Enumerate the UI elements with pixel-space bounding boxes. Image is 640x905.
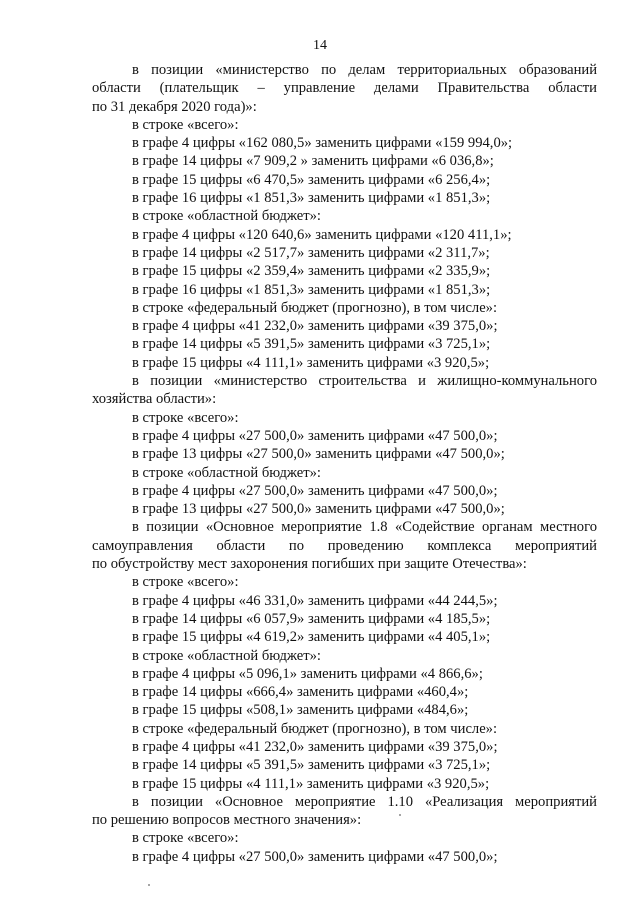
text-line: в строке «всего»:: [132, 409, 239, 426]
text-line: в графе 4 цифры «27 500,0» заменить цифрами «47 500,0»;: [132, 427, 498, 444]
text-line: в графе 16 цифры «1 851,3» заменить цифрами «1 851,3»;: [132, 281, 491, 298]
text-line: в графе 13 цифры «27 500,0» заменить цифрами «47 500,0»;: [132, 501, 505, 518]
text-line: в графе 15 цифры «4 619,2» заменить цифрами «4 405,1»;: [132, 629, 491, 646]
page-number: 14: [313, 38, 327, 53]
text-line: в графе 15 цифры «508,1» заменить цифрами «484,6»;: [132, 702, 469, 719]
text-line: в графе 4 цифры «46 331,0» заменить цифрами «44 244,5»;: [132, 592, 498, 609]
text-line: области (плательщик – управление делами Правительства области: [92, 80, 597, 97]
text-line: в графе 4 цифры «41 232,0» заменить цифрами «39 375,0»;: [132, 318, 498, 335]
text-line: в графе 4 цифры «27 500,0» заменить цифрами «47 500,0»;: [132, 482, 498, 499]
text-line: в строке «федеральный бюджет (прогнозно), в том числе»:: [132, 299, 498, 316]
text-line: в строке «всего»:: [132, 116, 239, 133]
text-line: в графе 14 цифры «5 391,5» заменить цифрами «3 725,1»;: [132, 757, 491, 774]
text-line: в строке «областной бюджет»:: [132, 208, 321, 225]
text-line: хозяйства области»:: [92, 391, 217, 408]
document-body: [92, 61, 597, 866]
text-line: в графе 4 цифры «41 232,0» заменить цифрами «39 375,0»;: [132, 738, 498, 755]
scan-speck: [148, 884, 150, 886]
text-line: в графе 14 цифры «6 057,9» заменить цифрами «4 185,5»;: [132, 610, 491, 627]
text-line: в строке «всего»:: [132, 574, 239, 591]
text-line: в строке «федеральный бюджет (прогнозно), в том числе»:: [132, 720, 498, 737]
text-line: в графе 4 цифры «162 080,5» заменить цифрами «159 994,0»;: [132, 135, 513, 152]
text-line: по 31 декабря 2020 года)»:: [92, 98, 257, 115]
text-line: в графе 14 цифры «5 391,5» заменить цифрами «3 725,1»;: [132, 336, 491, 353]
text-line: в графе 13 цифры «27 500,0» заменить цифрами «47 500,0»;: [132, 446, 505, 463]
text-line: в строке «областной бюджет»:: [132, 464, 321, 481]
text-line: в позиции «Основное мероприятие 1.10 «Реализация мероприятий: [132, 793, 597, 810]
text-line: в графе 15 цифры «4 111,1» заменить цифрами «3 920,5»;: [132, 354, 490, 371]
text-line: по обустройству мест захоронения погибших при защите Отечества»:: [92, 556, 527, 573]
text-line: в графе 15 цифры «2 359,4» заменить цифрами «2 335,9»;: [132, 263, 491, 280]
text-line: в позиции «Основное мероприятие 1.8 «Содействие органам местного: [132, 519, 597, 536]
text-line: в графе 14 цифры «2 517,7» заменить цифрами «2 311,7»;: [132, 244, 490, 261]
scan-speck: [399, 814, 401, 816]
text-line: в позиции «министерство по делам территориальных образований: [132, 62, 597, 78]
text-line: в строке «всего»:: [132, 830, 239, 847]
text-line: по решению вопросов местного значения»:: [92, 812, 362, 829]
text-line: в графе 14 цифры «7 909,2 » заменить цифрами «6 036,8»;: [132, 153, 494, 170]
text-line: в позиции «министерство строительства и жилищно-коммунального: [132, 373, 597, 390]
text-line: в графе 15 цифры «6 470,5» заменить цифрами «6 256,4»;: [132, 171, 491, 188]
text-line: в графе 15 цифры «4 111,1» заменить цифрами «3 920,5»;: [132, 775, 490, 792]
text-line: в графе 4 цифры «27 500,0» заменить цифрами «47 500,0»;: [132, 848, 498, 865]
text-line: в графе 14 цифры «666,4» заменить цифрами «460,4»;: [132, 684, 469, 701]
text-line: в графе 4 цифры «120 640,6» заменить цифрами «120 411,1»;: [132, 226, 512, 243]
text-line: в графе 4 цифры «5 096,1» заменить цифрами «4 866,6»;: [132, 665, 483, 682]
text-line: самоуправления области по проведению комплекса мероприятий: [92, 537, 597, 554]
text-line: в строке «областной бюджет»:: [132, 647, 321, 664]
text-line: в графе 16 цифры «1 851,3» заменить цифрами «1 851,3»;: [132, 190, 491, 207]
